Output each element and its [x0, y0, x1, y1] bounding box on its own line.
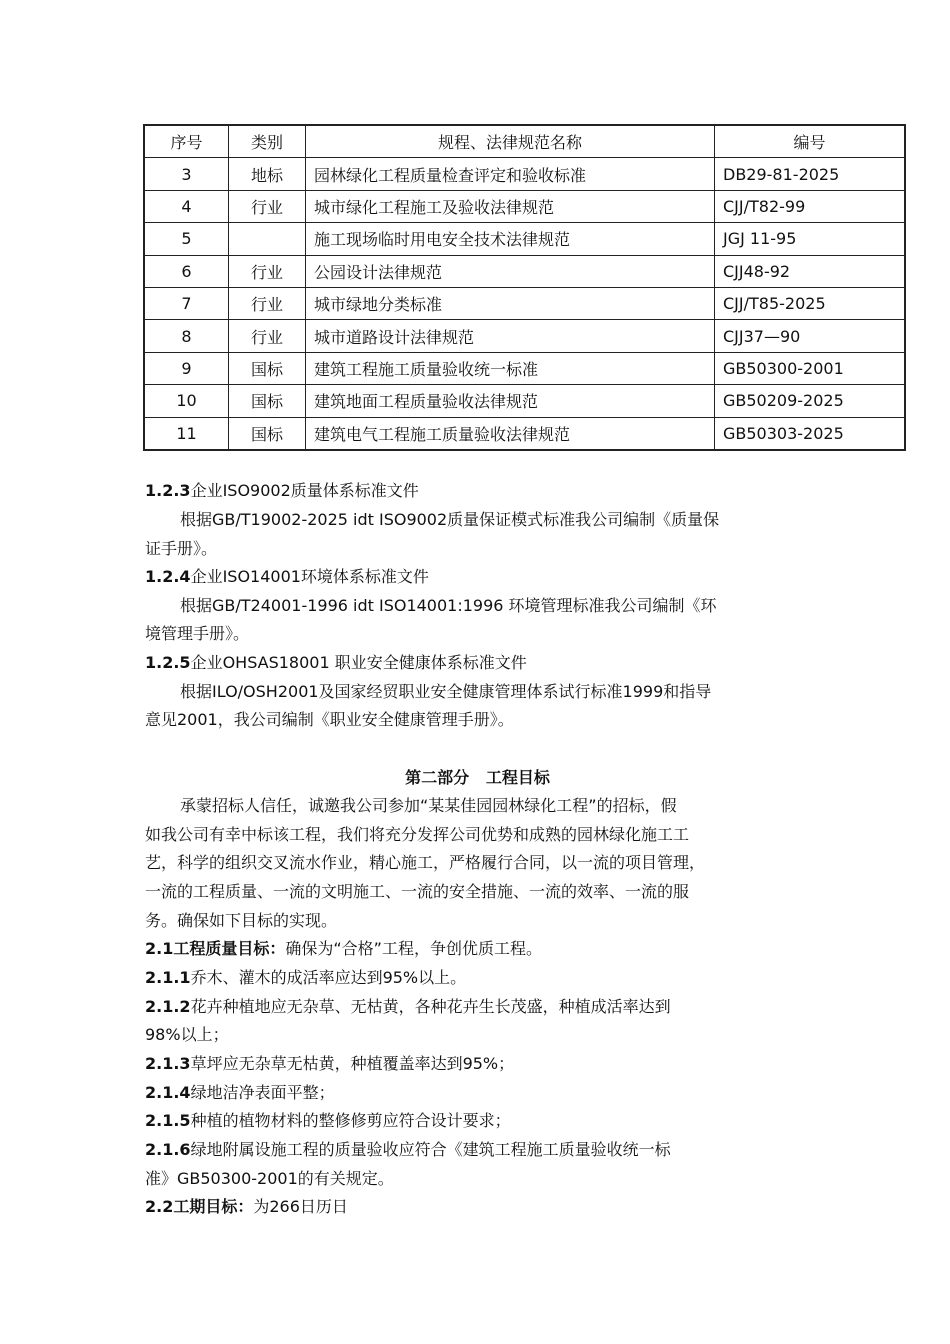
- cell-name: 施工现场临时用电安全技术法律规范: [306, 223, 715, 255]
- cell-name: 建筑工程施工质量验收统一标准: [306, 352, 715, 384]
- item-text: 绿地洁净表面平整；: [190, 1083, 335, 1102]
- item-number: 2.1.6: [145, 1140, 191, 1159]
- cell-no: 10: [144, 385, 229, 417]
- cell-code: GB50209-2025: [715, 385, 906, 417]
- section-1-2-3-line: 证手册》。: [145, 539, 218, 558]
- cell-name: 城市绿地分类标准: [306, 287, 715, 319]
- cell-code: GB50303-2025: [715, 417, 906, 450]
- section-1-2-5-line: 根据ILO/OSH2001及国家经贸职业安全健康管理体系试行标准1999和指导: [180, 682, 712, 701]
- section-1-2-4-line: 境管理手册》。: [145, 624, 250, 643]
- section-number: 1.2.3: [145, 481, 191, 500]
- schedule-target: [145, 1193, 810, 1222]
- item-text: 绿地附属设施工程的质量验收应符合《建筑工程施工质量验收统一标: [190, 1140, 671, 1159]
- section-1-2-4-line: 根据GB/T24001-1996 idt ISO14001:1996 环境管理标准我公司编制《环: [180, 596, 717, 615]
- quality-target-text: 确保为“合格”工程，争创优质工程。: [285, 939, 542, 958]
- quality-target: [145, 935, 810, 964]
- item-text-continued: 98%以上；: [145, 1025, 229, 1044]
- cell-code: CJJ/T85-2025: [715, 287, 906, 319]
- cell-code: CJJ48-92: [715, 255, 906, 287]
- cell-no: 5: [144, 223, 229, 255]
- cell-name: 建筑地面工程质量验收法律规范: [306, 385, 715, 417]
- schedule-target-text: 为266日历日: [253, 1197, 348, 1216]
- section-title-text: 企业ISO9002质量体系标准文件: [190, 481, 419, 500]
- item-number: 2.1.3: [145, 1054, 191, 1073]
- standards-table: [143, 124, 906, 451]
- cell-code: DB29-81-2025: [715, 158, 906, 190]
- part-two-heading: 第二部分 工程目标: [405, 768, 550, 787]
- section-1-2-3-title: [145, 477, 810, 506]
- cell-code: CJJ37—90: [715, 320, 906, 352]
- table-row: [144, 352, 905, 384]
- intro-line: 承蒙招标人信任，诚邀我公司参加“某某佳园园林绿化工程”的招标，假: [180, 796, 677, 815]
- item-number: 2.1.2: [145, 997, 191, 1016]
- section-title-text: 企业ISO14001环境体系标准文件: [190, 567, 429, 586]
- cell-name: 公园设计法律规范: [306, 255, 715, 287]
- header-category: 类别: [229, 125, 306, 158]
- table-row: [144, 385, 905, 417]
- cell-no: 4: [144, 190, 229, 222]
- target-item: [145, 964, 810, 993]
- section-1-2-3-line: 根据GB/T19002-2025 idt ISO9002质量保证模式标准我公司编制《质量保: [180, 510, 720, 529]
- table-row: [144, 417, 905, 450]
- cell-category: 国标: [229, 352, 306, 384]
- cell-no: 3: [144, 158, 229, 190]
- cell-category: [229, 223, 306, 255]
- item-text: 乔木、灌木的成活率应达到95%以上。: [190, 968, 467, 987]
- table-row: [144, 287, 905, 319]
- cell-no: 6: [144, 255, 229, 287]
- item-number: 2.1.5: [145, 1111, 191, 1130]
- table-row: [144, 255, 905, 287]
- section-number: 2.2: [145, 1197, 174, 1216]
- cell-category: 国标: [229, 417, 306, 450]
- section-1-2-5-title: [145, 649, 810, 678]
- cell-code: JGJ 11-95: [715, 223, 906, 255]
- header-name: 规程、法律规范名称: [306, 125, 715, 158]
- cell-no: 7: [144, 287, 229, 319]
- section-number: 2.1: [145, 939, 174, 958]
- intro-line: 如我公司有幸中标该工程，我们将充分发挥公司优势和成熟的园林绿化施工工: [145, 825, 690, 844]
- intro-line: 一流的工程质量、一流的文明施工、一流的安全措施、一流的效率、一流的服: [145, 882, 690, 901]
- target-item: [145, 1079, 810, 1108]
- cell-no: 11: [144, 417, 229, 450]
- item-text: 种植的植物材料的整修修剪应符合设计要求；: [190, 1111, 511, 1130]
- item-number: 2.1.4: [145, 1083, 191, 1102]
- section-1-2-4-title: [145, 563, 810, 592]
- cell-category: 地标: [229, 158, 306, 190]
- cell-no: 9: [144, 352, 229, 384]
- cell-category: 行业: [229, 255, 306, 287]
- table-row: [144, 158, 905, 190]
- cell-name: 城市绿化工程施工及验收法律规范: [306, 190, 715, 222]
- cell-category: 行业: [229, 287, 306, 319]
- intro-line: 艺，科学的组织交叉流水作业，精心施工，严格履行合同，以一流的项目管理，: [145, 853, 706, 872]
- section-1-2-5-line: 意见2001，我公司编制《职业安全健康管理手册》。: [145, 710, 514, 729]
- target-item: [145, 1107, 810, 1136]
- cell-category: 行业: [229, 190, 306, 222]
- cell-category: 国标: [229, 385, 306, 417]
- target-item: [145, 993, 810, 1022]
- target-item: [145, 1136, 810, 1165]
- cell-name: 园林绿化工程质量检查评定和验收标准: [306, 158, 715, 190]
- quality-target-label: 工程质量目标：: [173, 939, 286, 958]
- section-number: 1.2.5: [145, 653, 191, 672]
- cell-code: CJJ/T82-99: [715, 190, 906, 222]
- schedule-target-label: 工期目标：: [173, 1197, 254, 1216]
- cell-code: GB50300-2001: [715, 352, 906, 384]
- table-row: [144, 223, 905, 255]
- table-header-row: [144, 125, 905, 158]
- item-text: 草坪应无杂草无枯黄，种植覆盖率达到95%；: [190, 1054, 515, 1073]
- table-row: [144, 190, 905, 222]
- header-no: 序号: [144, 125, 229, 158]
- item-number: 2.1.1: [145, 968, 191, 987]
- table-row: [144, 320, 905, 352]
- intro-line: 务。确保如下目标的实现。: [145, 911, 338, 930]
- cell-name: 建筑电气工程施工质量验收法律规范: [306, 417, 715, 450]
- cell-no: 8: [144, 320, 229, 352]
- item-text: 花卉种植地应无杂草、无枯黄，各种花卉生长茂盛，种植成活率达到: [190, 997, 671, 1016]
- cell-name: 城市道路设计法律规范: [306, 320, 715, 352]
- section-title-text: 企业OHSAS18001 职业安全健康体系标准文件: [190, 653, 527, 672]
- header-code: 编号: [715, 125, 906, 158]
- target-item: [145, 1050, 810, 1079]
- cell-category: 行业: [229, 320, 306, 352]
- section-number: 1.2.4: [145, 567, 191, 586]
- item-text-continued: 准》GB50300-2001的有关规定。: [145, 1169, 394, 1188]
